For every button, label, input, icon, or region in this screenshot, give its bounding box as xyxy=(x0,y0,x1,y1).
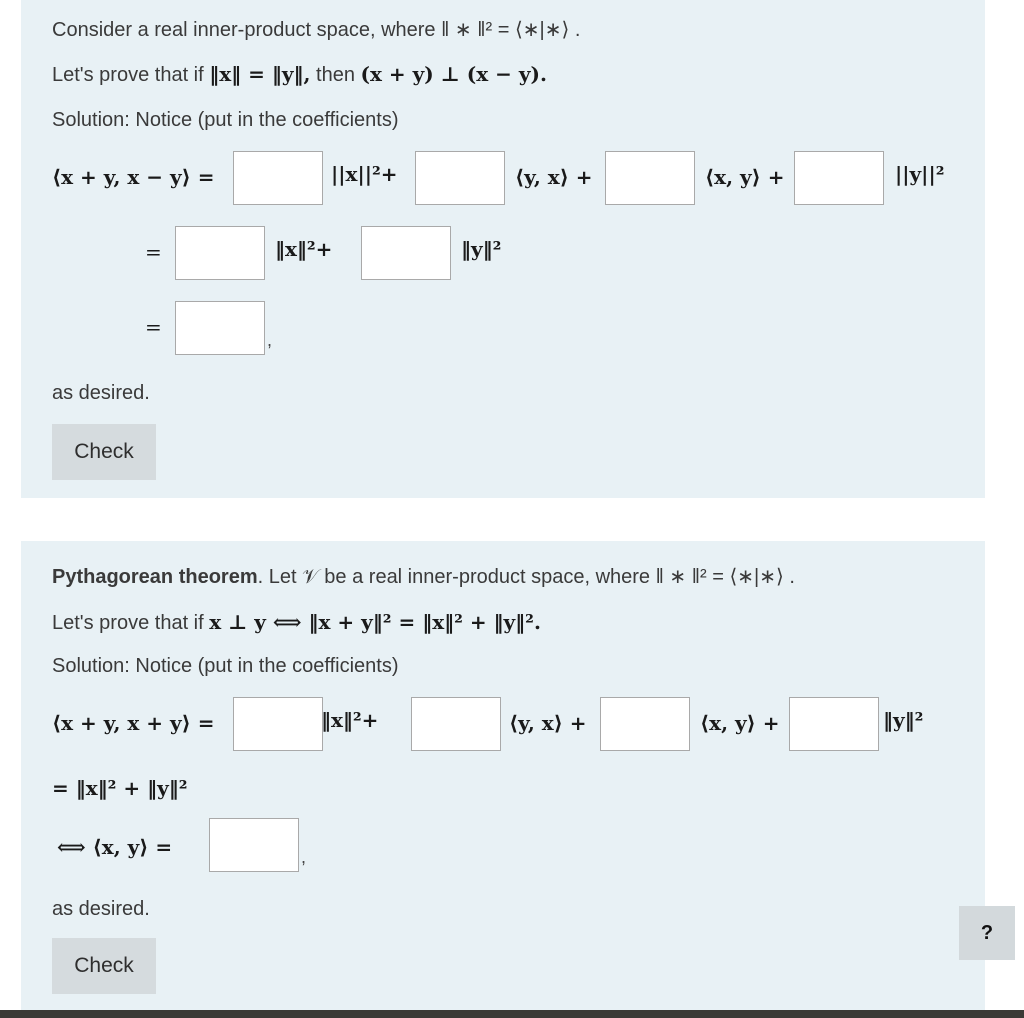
exercise2-title xyxy=(52,564,795,589)
exercise2-solution-text: Solution: Notice (put in the coefficients) xyxy=(52,655,399,677)
claim-prefix: Let's prove that if xyxy=(52,612,204,634)
exercise1-intro: Consider a real inner-product space, where ‖ ∗ ‖² = ⟨∗|∗⟩ . xyxy=(52,19,581,41)
row2-term-x-norm: ‖x‖²+ xyxy=(275,237,333,261)
coefficient-input-11[interactable] xyxy=(789,697,879,751)
row2-equals: = xyxy=(145,240,162,264)
exercise-card-1 xyxy=(21,0,985,498)
row2-expression: = ‖x‖² + ‖y‖² xyxy=(52,776,188,800)
theorem-name: Pythagorean theorem xyxy=(52,566,258,588)
row1-term-yx: ⟨y, x⟩ + xyxy=(509,711,587,735)
exercise-card-2 xyxy=(21,541,985,1018)
row3-comma: , xyxy=(301,847,307,867)
coefficient-input-8[interactable] xyxy=(233,697,323,751)
coefficient-input-5[interactable] xyxy=(175,226,265,280)
coefficient-input-1[interactable] xyxy=(233,151,323,205)
row1-term-xy: ⟨x, y⟩ + xyxy=(700,711,780,735)
coefficient-input-6[interactable] xyxy=(361,226,451,280)
check-button-1[interactable]: Check xyxy=(52,424,156,480)
claim-math-1: ‖x‖ = ‖y‖, xyxy=(209,62,311,86)
claim-prefix: Let's prove that if xyxy=(52,64,204,86)
exercise1-claim xyxy=(52,62,547,87)
coefficient-input-7[interactable] xyxy=(175,301,265,355)
row1-term-x-norm: ||x||²+ xyxy=(331,162,398,186)
help-button[interactable]: ? xyxy=(959,906,1015,960)
coefficient-input-4[interactable] xyxy=(794,151,884,205)
row1-term-yx: ⟨y, x⟩ + xyxy=(515,165,593,189)
coefficient-input-9[interactable] xyxy=(411,697,501,751)
bottom-strip xyxy=(0,1010,1024,1018)
exercise1-closing: as desired. xyxy=(52,382,150,404)
row1-term-x-norm: ‖x‖²+ xyxy=(321,708,379,732)
exercise2-claim xyxy=(52,610,541,635)
row1-term-y-norm: ||y||² xyxy=(895,162,945,186)
row2-term-y-norm: ‖y‖² xyxy=(461,237,502,261)
claim-math: x ⊥ y ⟺ ‖x + y‖² = ‖x‖² + ‖y‖². xyxy=(209,610,541,634)
claim-then: then xyxy=(316,64,355,86)
theorem-description: . Let 𝒱 be a real inner-product space, where ‖ ∗ ‖² = ⟨∗|∗⟩ . xyxy=(257,566,795,588)
coefficient-input-12[interactable] xyxy=(209,818,299,872)
row3-comma: , xyxy=(267,330,273,350)
coefficient-input-3[interactable] xyxy=(605,151,695,205)
row3-equals: = xyxy=(145,315,162,339)
exercise2-closing: as desired. xyxy=(52,898,150,920)
row1-term-y-norm: ‖y‖² xyxy=(883,708,924,732)
exercise1-solution-text: Solution: Notice (put in the coefficients) xyxy=(52,109,399,131)
row1-term-xy: ⟨x, y⟩ + xyxy=(705,165,785,189)
coefficient-input-10[interactable] xyxy=(600,697,690,751)
row1-lhs: ⟨x + y, x − y⟩ = xyxy=(52,165,215,189)
check-button-2[interactable]: Check xyxy=(52,938,156,994)
coefficient-input-2[interactable] xyxy=(415,151,505,205)
row1-lhs: ⟨x + y, x + y⟩ = xyxy=(52,711,215,735)
claim-math-2: (x + y) ⊥ (x − y). xyxy=(360,62,547,86)
row3-lhs: ⟺ ⟨x, y⟩ = xyxy=(57,835,173,859)
